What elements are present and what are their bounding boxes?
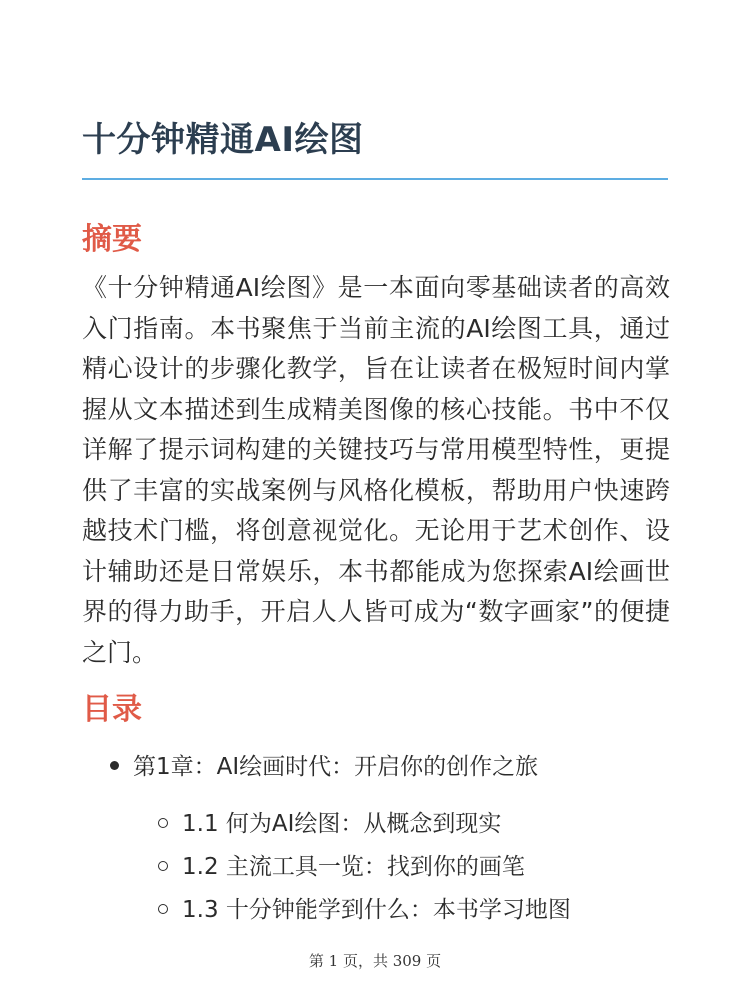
toc-chapter-label: 第1章：AI绘画时代：开启你的创作之旅 — [133, 754, 539, 780]
bullet-circle-icon — [158, 904, 168, 914]
title-divider — [82, 178, 668, 180]
summary-heading: 摘要 — [82, 222, 142, 257]
bullet-disc-icon — [110, 761, 119, 770]
toc-section-label: 1.3 十分钟能学到什么：本书学习地图 — [182, 897, 571, 923]
bullet-circle-icon — [158, 861, 168, 871]
page-number-footer: 第 1 页，共 309 页 — [308, 952, 442, 970]
toc-heading: 目录 — [82, 692, 142, 727]
bullet-circle-icon — [158, 818, 168, 828]
document-title: 十分钟精通AI绘图 — [82, 120, 364, 160]
toc-section-item — [158, 805, 501, 838]
toc-chapter-item — [110, 748, 538, 781]
summary-paragraph: 《十分钟精通AI绘图》是一本面向零基础读者的高效入门指南。本书聚焦于当前主流的AI绘图工具，通过精心设计的步骤化教学，旨在让读者在极短时间内掌握从文本描述到生成精美图像的核心技能。书中不仅详解了提示词构建的关键技巧与常用模型特性，更提供了丰富的实战案例与风格化模板，帮助用户快速跨越技术门槛，将创意视觉化。无论用于艺术创作、设计辅助还是日常娱乐，本书都能成为您探索AI绘画世界的得力助手，开启人人皆可成为“数字画家”的便捷之门。 — [82, 273, 670, 667]
toc-section-item — [158, 891, 571, 924]
toc-section-label: 1.1 何为AI绘图：从概念到现实 — [182, 811, 502, 837]
toc-section-label: 1.2 主流工具一览：找到你的画笔 — [182, 854, 525, 880]
toc-section-item — [158, 848, 525, 881]
